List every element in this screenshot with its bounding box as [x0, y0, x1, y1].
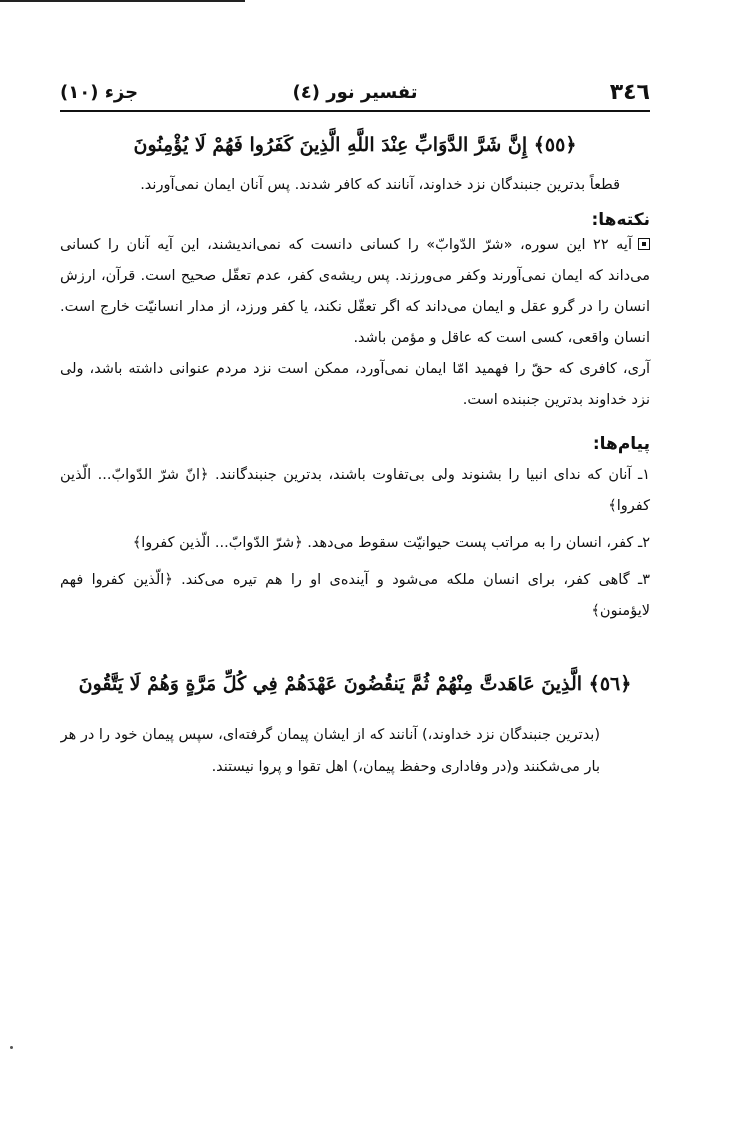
juz-label: جزء (١٠) [60, 82, 139, 103]
page-header [60, 80, 650, 112]
scan-speck [10, 1046, 13, 1049]
note-paragraph [60, 230, 650, 354]
page-number: ٣٤٦ [609, 80, 650, 105]
scan-edge-line [0, 0, 245, 2]
verse-55: ﴿٥٥﴾ إِنَّ شَرَّ الدَّوَابِّ عِنْدَ اللَّهِ الَّذِينَ كَفَرُوا فَهُمْ لَا يُؤْمِنُونَ [133, 134, 577, 156]
book-page [60, 80, 650, 783]
message-3: ٣ـ گاهی کفر، برای انسان ملکه می‌شود و آینده‌ی او را هم تیره می‌کند. ﴿الّذین کفروا فهم لایؤمنون﴾ [60, 572, 650, 619]
messages-heading: پیام‌ها: [592, 434, 650, 454]
verse-56: ﴿٥٦﴾ الَّذِينَ عَاهَدتَّ مِنْهُمْ ثُمَّ يَنقُضُونَ عَهْدَهُمْ فِي كُلِّ مَرَّةٍ وَهُمْ لَا يَتَّقُونَ [78, 673, 632, 695]
translation-56: (بدترین جنبندگان نزد خداوند،) آنانند که از ایشان پیمان گرفته‌ای، سپس پیمان خود را در هر بار می‌شکنند و(در وفاداری وحفظ پیمان،) اهل تقوا و پروا نیستند. [60, 727, 600, 775]
translation-55: قطعاً بدترین جنبندگان نزد خداوند، آنانند که کافر شدند. پس آنان ایمان نمی‌آورند. [140, 177, 620, 193]
note-2-text: آری، کافری که حقّ را فهمید امّا ایمان نمی‌آورد، ممکن است نزد مردم عنوانی داشته باشد، ولی نزد خداوند بدترین جنبنده است. [60, 361, 650, 408]
message-2: ٢ـ کفر، انسان را به مراتب پست حیوانیّت سقوط می‌دهد. ﴿شرّ الدّوابّ... الّذین کفروا﴾ [132, 535, 650, 551]
book-title: تفسیر نور (٤) [292, 82, 418, 103]
square-bullet-icon [638, 238, 650, 250]
notes-heading: نکته‌ها: [591, 210, 650, 230]
message-1: ١ـ آنان که ندای انبیا را بشنوند ولی بی‌تفاوت باشند، بدترین جنبندگانند. ﴿انّ شرّ الدّوابّ... الّذین کفروا﴾ [60, 467, 650, 514]
note-1-text: آیه ٢٢ این سوره، «شرّ الدّوابّ» را کسانی دانست که نمی‌اندیشند، این آیه آنان را کسانی می‌داند که ایمان نمی‌آورند وکفر می‌ورزند. پس ریشه‌ی کفر، عدم تعقّل صحیح است. قرآن، ارزش انسان را در گرو عقل و ایمان می‌داند که اگر تعقّل نکند، یا کفر ورزد، از مدار انسانیّت خارج است. انسان واقعی، کسی است که عاقل و مؤمن باشد. [60, 237, 650, 346]
